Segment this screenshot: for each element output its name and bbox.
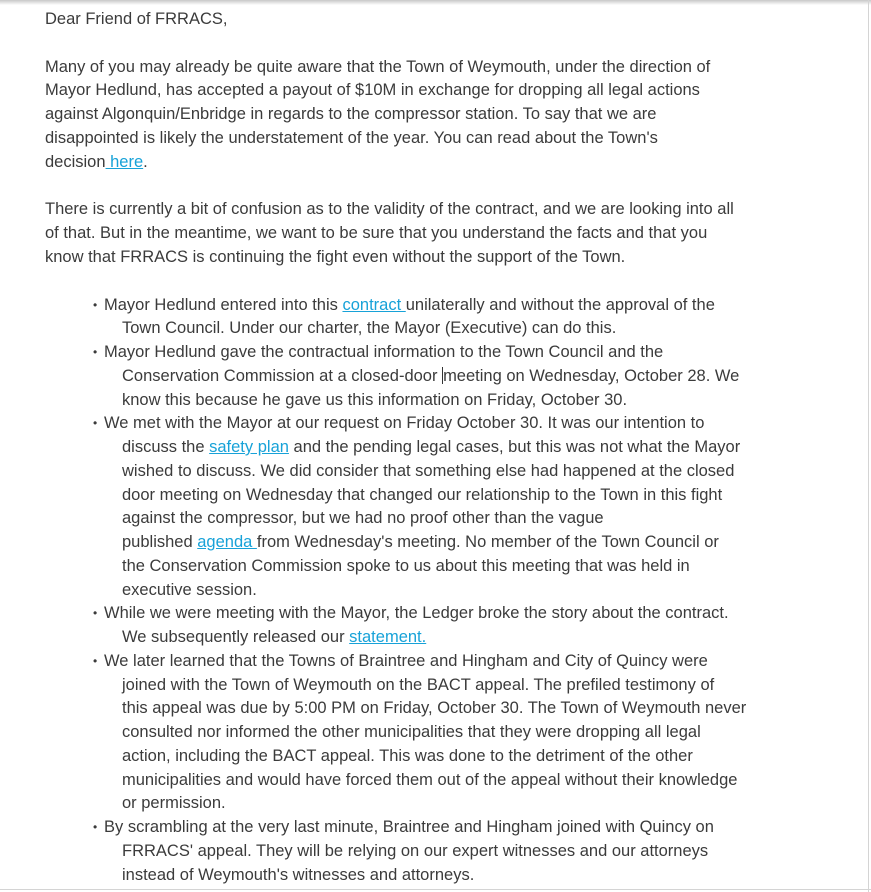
bullet-icon: •	[93, 653, 98, 668]
text-segment: published	[122, 533, 198, 551]
text-segment: against Algonquin/Enbridge in regards to the compressor station. To say that we are	[45, 105, 657, 123]
text-line	[122, 697, 746, 721]
text-line	[122, 507, 604, 531]
text-segment: Mayor Hedlund, has accepted a payout of $10M in exchange for dropping all legal actions	[45, 81, 700, 100]
text-segment: or permission.	[122, 794, 226, 813]
text-segment: Conservation Commission at a closed-door	[122, 366, 443, 385]
text-line	[122, 460, 734, 484]
text-segment: executive session.	[122, 580, 257, 599]
text-line	[122, 317, 616, 341]
text-segment: By scrambling at the very last minute, Braintree and Hingham joined with Quincy on	[104, 818, 714, 836]
text-line	[122, 721, 701, 745]
bullet-icon: •	[93, 606, 98, 621]
hyperlink[interactable]: contract	[342, 295, 406, 314]
text-line	[122, 365, 739, 389]
bullet-icon: •	[93, 820, 98, 834]
text-segment: Town Council. Under our charter, the Mayor (Executive) can do this.	[122, 319, 617, 338]
text-segment: We later learned that the Towns of Braintree and Hingham and City of Quincy were	[104, 651, 708, 670]
text-line	[122, 792, 226, 816]
text-segment: instead of Weymouth's witnesses and attorneys.	[122, 865, 475, 884]
text-segment: There is currently a bit of confusion as to the validity of the contract, and we are looking into all	[45, 200, 734, 218]
hyperlink[interactable]: safety plan	[209, 438, 289, 456]
text-segment: door meeting on Wednesday that changed our relationship to the Town in this fight	[122, 485, 723, 504]
text-segment: joined with the Town of Weymouth on the BACT appeal. The prefiled testimony of	[122, 675, 715, 694]
text-line	[104, 341, 663, 365]
text-line	[122, 389, 627, 413]
text-segment: discuss the	[122, 438, 210, 456]
text-line	[122, 769, 737, 793]
hyperlink[interactable]: agenda	[197, 533, 257, 551]
text-segment: wished to discuss. We did consider that something else had happened at the closed	[122, 461, 735, 480]
text-line	[122, 840, 708, 864]
text-segment: While we were meeting with the Mayor, the Ledger broke the story about the contract.	[104, 604, 729, 623]
text-segment: the Conservation Commission spoke to us about this meeting that was held in	[122, 556, 690, 575]
text-segment: disappointed is likely the understatement of the year. You can read about the Town's	[45, 128, 658, 147]
text-segment: decision	[45, 152, 106, 171]
text-line	[45, 151, 148, 175]
text-line	[104, 816, 714, 840]
text-segment: Many of you may already be quite aware that the Town of Weymouth, under the direction of	[45, 57, 711, 76]
text-segment: Mayor Hedlund entered into this	[104, 295, 343, 314]
text-segment: know this because he gave us this information on Friday, October 30.	[122, 390, 628, 409]
text-segment: .	[143, 152, 148, 171]
text-line	[122, 626, 426, 650]
text-line	[122, 531, 719, 555]
text-line	[122, 864, 474, 888]
bottom-edge	[0, 889, 871, 890]
text-segment: action, including the BACT appeal. This was done to the detriment of the other	[122, 746, 693, 765]
text-line	[45, 79, 700, 103]
text-segment: FRRACS' appeal. They will be relying on our expert witnesses and our attorneys	[122, 841, 709, 860]
text-line	[104, 294, 715, 318]
window-top-shadow	[0, 0, 871, 5]
text-segment: consulted nor informed the other municipalities that they were dropping all legal	[122, 723, 701, 741]
text-segment: from Wednesday's meeting. No member of the Town Council or	[256, 533, 719, 551]
bullet-icon: •	[93, 345, 98, 359]
text-segment: this appeal was due by 5:00 PM on Friday, October 30. The Town of Weymouth never	[122, 699, 747, 718]
bullet-icon: •	[93, 297, 98, 312]
text-line	[122, 745, 693, 769]
text-segment: unilaterally and without the approval of the	[405, 295, 715, 314]
text-line	[104, 412, 704, 436]
text-line	[45, 246, 625, 270]
text-segment: meeting on Wednesday, October 28. We	[443, 366, 740, 385]
text-line	[122, 484, 722, 508]
text-line	[45, 222, 707, 246]
text-line	[104, 650, 708, 674]
text-line	[122, 579, 257, 603]
text-segment: Mayor Hedlund gave the contractual information to the Town Council and the	[104, 343, 664, 361]
text-segment: and the pending legal cases, but this was not what the Mayor	[288, 438, 741, 456]
text-line	[45, 56, 710, 80]
text-line	[104, 602, 729, 626]
text-segment: of that. But in the meantime, we want to be sure that you understand the facts and that you	[45, 223, 708, 242]
text-line	[45, 127, 658, 151]
text-line	[122, 674, 714, 698]
scrollbar-edge	[868, 0, 869, 892]
text-segment: municipalities and would have forced them out of the appeal without their knowledge	[122, 770, 738, 789]
text-segment: We met with the Mayor at our request on Friday October 30. It was our intention to	[104, 414, 705, 433]
hyperlink[interactable]: here	[105, 152, 144, 171]
text-line	[45, 103, 656, 127]
text-segment: against the compressor, but we had no proof other than the vague	[122, 509, 604, 528]
text-segment: know that FRRACS is continuing the fight even without the support of the Town.	[45, 247, 626, 266]
greeting: Dear Friend of FRRACS,	[45, 10, 228, 28]
text-segment: We subsequently released our	[122, 628, 350, 646]
hyperlink[interactable]: statement.	[349, 628, 427, 646]
bullet-icon: •	[93, 416, 98, 431]
text-line	[122, 436, 740, 460]
text-line	[45, 198, 734, 222]
text-line	[122, 555, 690, 579]
